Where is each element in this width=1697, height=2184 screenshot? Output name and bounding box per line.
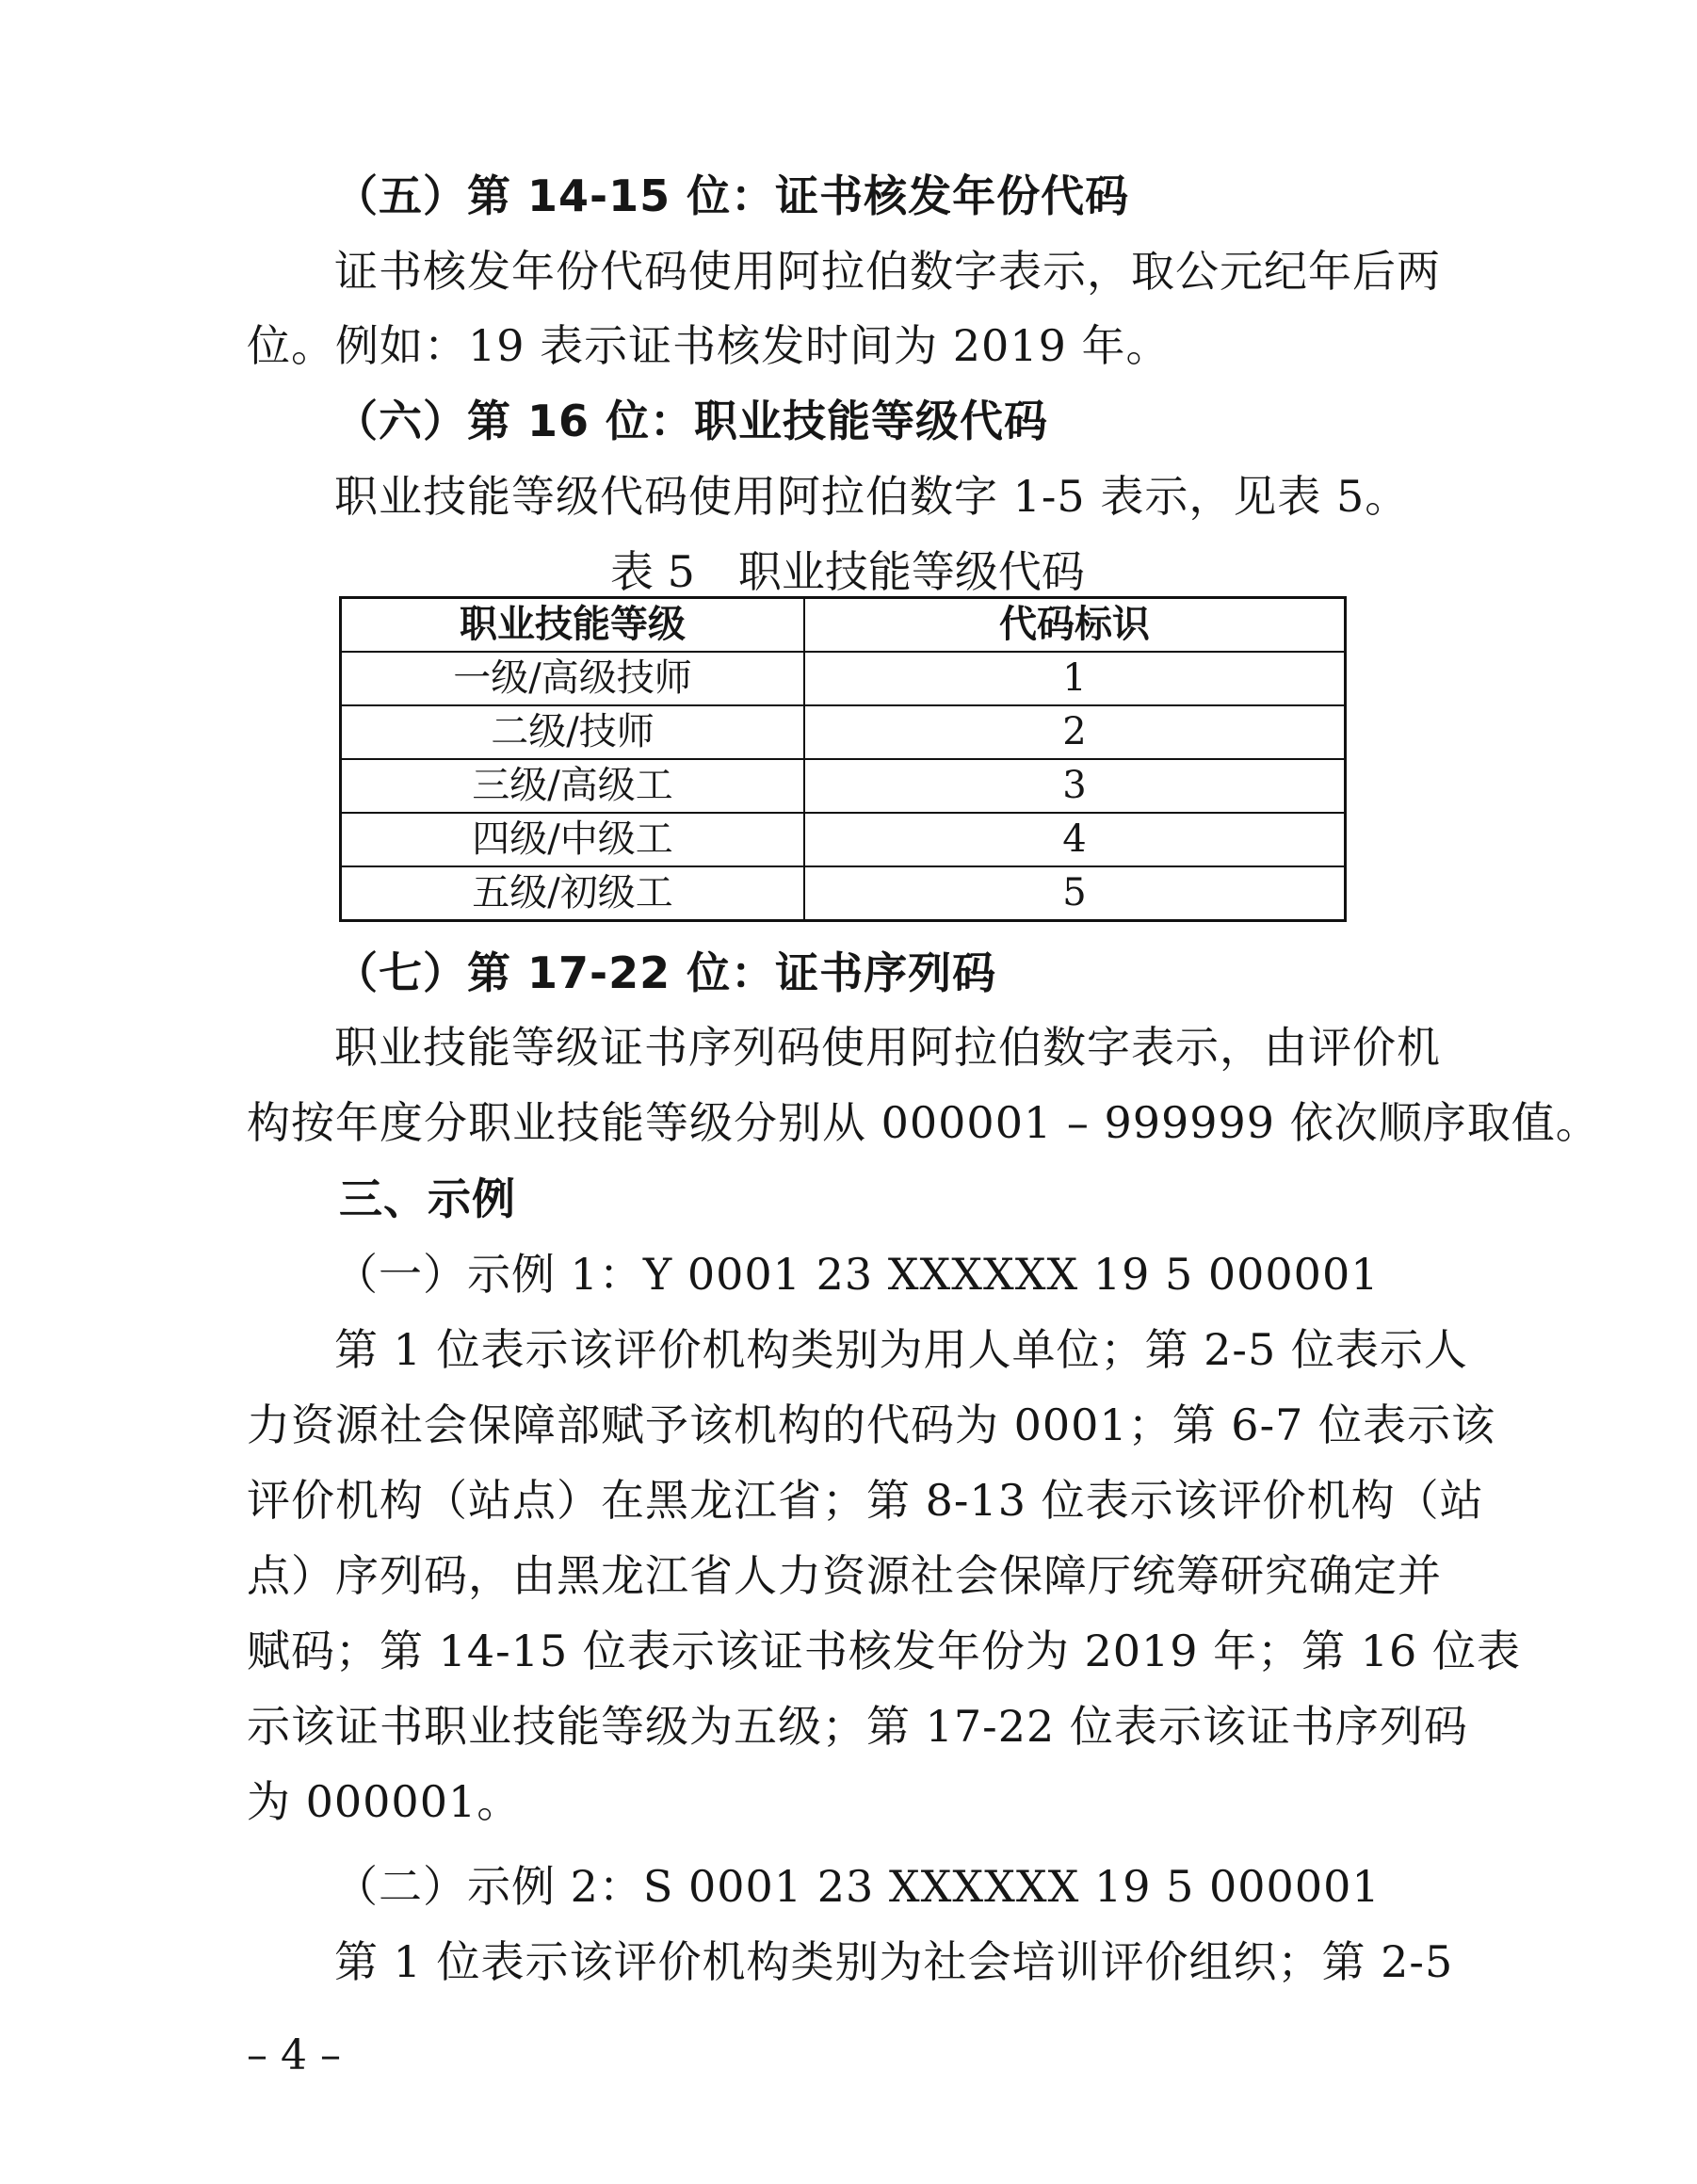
example-1-heading: （一）示例 1：Y 0001 23 XXXXXX 19 5 000001	[334, 1249, 1380, 1300]
example-1-paragraph-line-1: 第 1 位表示该评价机构类别为用人单位；第 2-5 位表示人	[334, 1324, 1468, 1375]
example-1-paragraph-line-4: 点）序列码，由黑龙江省人力资源社会保障厅统筹研究确定并	[247, 1550, 1442, 1601]
table-cell-code: 5	[804, 866, 1346, 921]
example-2-paragraph-line-1: 第 1 位表示该评价机构类别为社会培训评价组织；第 2-5	[334, 1936, 1454, 1987]
table-cell-code: 2	[804, 705, 1346, 759]
example-1-paragraph-line-6: 示该证书职业技能等级为五级；第 17-22 位表示该证书序列码	[247, 1701, 1468, 1752]
table-row	[341, 705, 1346, 759]
table-cell-code: 1	[804, 652, 1346, 705]
section-7-heading: （七）第 17-22 位：证书序列码	[334, 947, 997, 998]
page-number: – 4 –	[247, 2031, 341, 2079]
table-cell-code: 4	[804, 813, 1346, 866]
table-cell-level: 二级/技师	[341, 705, 805, 759]
table-5-caption: 表 5 职业技能等级代码	[610, 546, 1085, 597]
table-row	[341, 759, 1346, 813]
section-6-heading: （六）第 16 位：职业技能等级代码	[334, 396, 1049, 446]
example-1-paragraph-line-5: 赋码；第 14-15 位表示该证书核发年份为 2019 年；第 16 位表	[247, 1626, 1521, 1676]
example-1-paragraph-line-2: 力资源社会保障部赋予该机构的代码为 0001；第 6-7 位表示该	[247, 1399, 1496, 1450]
table-row	[341, 813, 1346, 866]
table-cell-code: 3	[804, 759, 1346, 813]
section-7-paragraph-line-2: 构按年度分职业技能等级分别从 000001 – 999999 依次顺序取值。	[247, 1097, 1600, 1148]
table-row	[341, 866, 1346, 921]
table-cell-level: 一级/高级技师	[341, 652, 805, 705]
table-header-skill-level: 职业技能等级	[341, 598, 805, 653]
example-2-heading: （二）示例 2：S 0001 23 XXXXXX 19 5 000001	[334, 1861, 1381, 1912]
table-cell-level: 三级/高级工	[341, 759, 805, 813]
table-5-skill-level-codes	[339, 596, 1347, 922]
part-3-heading: 三、示例	[339, 1173, 516, 1224]
section-5-heading: （五）第 14-15 位：证书核发年份代码	[334, 170, 1130, 221]
section-5-paragraph-line-2: 位。例如：19 表示证书核发时间为 2019 年。	[247, 320, 1171, 371]
section-6-paragraph: 职业技能等级代码使用阿拉伯数字 1-5 表示，见表 5。	[334, 471, 1410, 522]
table-row	[341, 652, 1346, 705]
section-7-paragraph-line-1: 职业技能等级证书序列码使用阿拉伯数字表示，由评价机	[334, 1022, 1441, 1073]
example-1-paragraph-line-3: 评价机构（站点）在黑龙江省；第 8-13 位表示该评价机构（站	[247, 1475, 1484, 1526]
table-header-code: 代码标识	[804, 598, 1346, 653]
table-header-row	[341, 598, 1346, 653]
example-1-paragraph-line-7: 为 000001。	[247, 1776, 522, 1827]
table-cell-level: 四级/中级工	[341, 813, 805, 866]
section-5-paragraph-line-1: 证书核发年份代码使用阿拉伯数字表示，取公元纪年后两	[334, 246, 1441, 297]
table-cell-level: 五级/初级工	[341, 866, 805, 921]
